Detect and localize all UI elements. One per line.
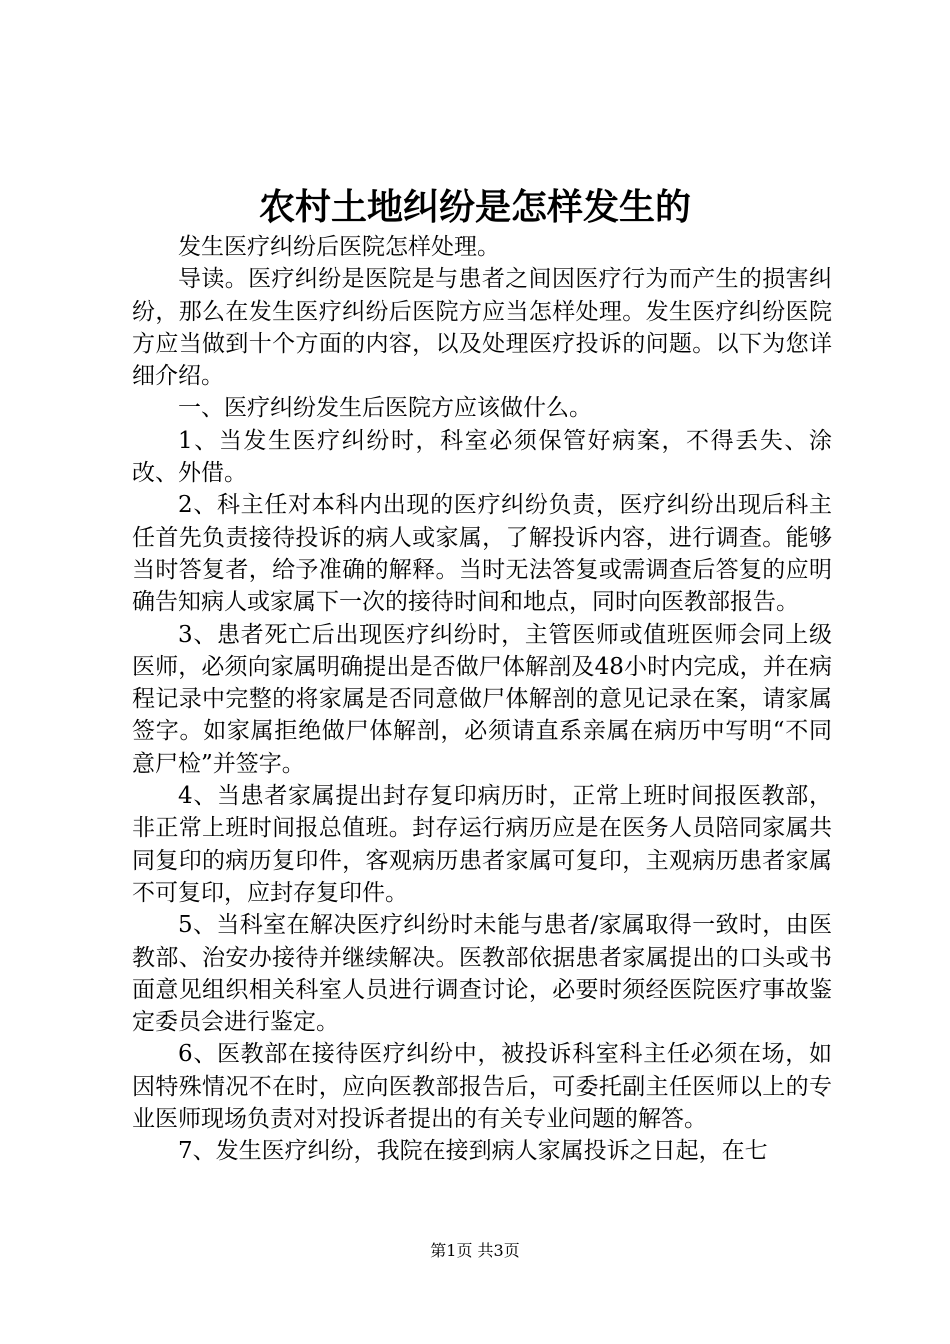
paragraph: 导读。医疗纠纷是医院是与患者之间因医疗行为而产生的损害纠纷，那么在发生医疗纠纷后医院方应当怎样处理。发生医疗纠纷医院方应当做到十个方面的内容，以及处理医疗投诉的问题。以下为您详细介绍。 — [132, 266, 832, 390]
paragraph: 一、医疗纠纷发生后医院方应该做什么。 — [178, 395, 592, 422]
paragraph: 发生医疗纠纷后医院怎样处理。 — [178, 234, 500, 260]
paragraph: 3、患者死亡后出现医疗纠纷时，主管医师或值班医师会同上级医师，必须向家属明确提出是否做尸体解剖及48小时内完成，并在病程记录中完整的将家属是否同意做尸体解剖的意见记录在案，请家属签字。如家属拒绝做尸体解剖，必须请直系亲属在病历中写明“不同意尸检”并签字。 — [132, 621, 832, 777]
paragraph: 1、当发生医疗纠纷时，科室必须保管好病案，不得丢失、涂改、外借。 — [132, 427, 832, 487]
paragraph: 4、当患者家属提出封存复印病历时，正常上班时间报医教部，非正常上班时间报总值班。封存运行病历应是在医务人员陪同家属共同复印的病历复印件，客观病历患者家属可复印，主观病历患者家属不可复印，应封存复印件。 — [132, 783, 832, 906]
paragraph: 5、当科室在解决医疗纠纷时未能与患者/家属取得一致时，由医教部、治安办接待并继续解决。医教部依据患者家属提出的口头或书面意见组织相关科室人员进行调查讨论，必要时须经医院医疗事故鉴定委员会进行鉴定。 — [132, 912, 832, 1036]
document-body — [132, 231, 832, 1168]
page-number-footer: 第1页 共3页 — [430, 1241, 520, 1260]
paragraph: 6、医教部在接待医疗纠纷中，被投诉科室科主任必须在场，如因特殊情况不在时，应向医教部报告后，可委托副主任医师以上的专业医师现场负责对对投诉者提出的有关专业问题的解答。 — [132, 1041, 832, 1133]
paragraph: 7、发生医疗纠纷，我院在接到病人家属投诉之日起，在七 — [178, 1138, 768, 1165]
paragraph: 2、科主任对本科内出现的医疗纠纷负责，医疗纠纷出现后科主任首先负责接待投诉的病人或家属，了解投诉内容，进行调查。能够当时答复者，给予准确的解释。当时无法答复或需调查后答复的应明确告知病人或家属下一次的接待时间和地点，同时向医教部报告。 — [132, 492, 832, 616]
document-title: 农村土地纠纷是怎样发生的 — [258, 187, 691, 228]
